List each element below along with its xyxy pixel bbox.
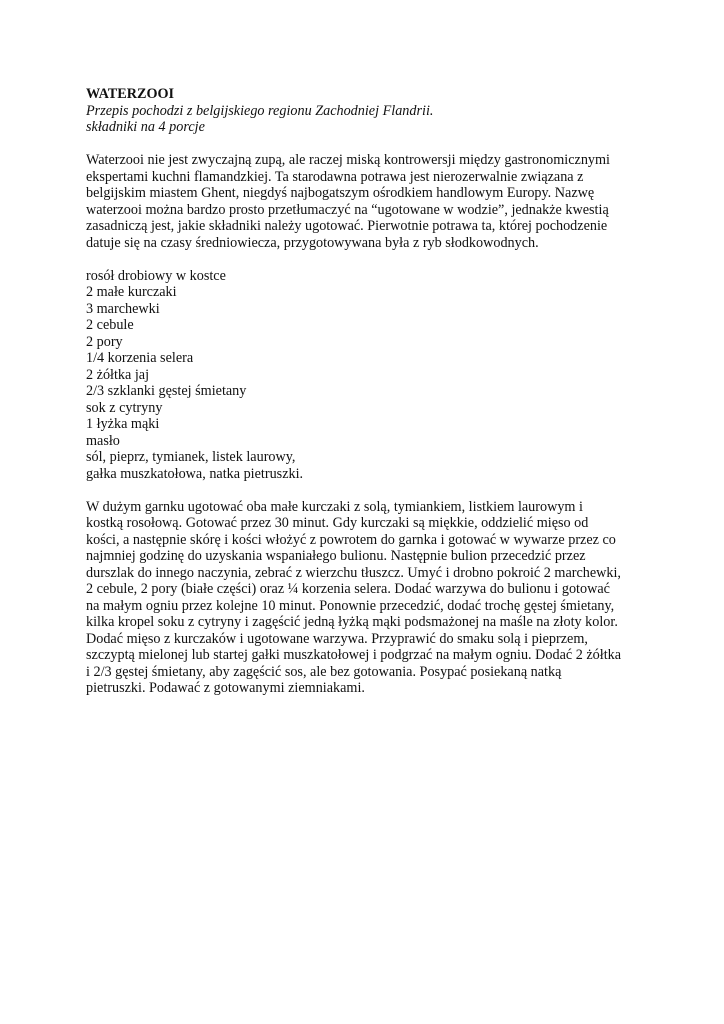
ingredient-item: 2/3 szklanki gęstej śmietany [86, 383, 247, 399]
method-line: durszlak do innego naczynia, zebrać z wierzchu tłuszcz. Umyć i drobno pokroić 2 marchewki, [86, 564, 621, 581]
intro-paragraph [86, 152, 646, 251]
method-line: szczyptą mielonej lub startej gałki muszkatołowej i podgrzać na małym ogniu. Dodać 2 żółtka [86, 647, 622, 663]
intro-line: Waterzooi nie jest zwyczajną zupą, ale raczej miską kontrowersji między gastronomicznymi [86, 152, 610, 168]
ingredient-item: 1/4 korzenia selera [86, 350, 194, 366]
recipe-servings: składniki na 4 porcje [86, 119, 205, 135]
spacer [86, 482, 646, 499]
method-line: najmniej godzinę do uzyskania wspaniałego bulionu. Następnie bulion przecedzić przez [86, 548, 586, 564]
ingredients-list [86, 268, 646, 483]
spacer [86, 136, 646, 153]
recipe-origin: Przepis pochodzi z belgijskiego regionu Zachodniej Flandrii. [86, 102, 434, 119]
intro-line: ekspertami kuchni flamandzkiej. Ta starodawna potrawa jest nierozerwalnie związana z [86, 168, 584, 185]
method-line: pietruszki. Podawać z gotowanymi ziemniakami. [86, 680, 365, 696]
ingredient-item: masło [86, 432, 120, 449]
intro-line: datuje się na czasy średniowiecza, przygotowywana była z ryb słodkowodnych. [86, 234, 539, 251]
ingredient-item: rosół drobiowy w kostce [86, 267, 226, 284]
ingredient-item: 2 żółtka jaj [86, 366, 150, 383]
method-line: kilka kropel soku z cytryny i zagęścić jedną łyżką mąki podsmażonej na maśle na złoty kolor. [86, 614, 618, 630]
ingredient-item: 3 marchewki [86, 300, 160, 317]
method-paragraph [86, 499, 646, 697]
ingredient-item: sól, pieprz, tymianek, listek laurowy, [86, 449, 296, 465]
intro-line: zasadniczą jest, jakie składniki należy ugotować. Pierwotnie potrawa ta, której pochodzenie [86, 218, 608, 234]
method-line: Dodać mięso z kurczaków i ugotowane warzywa. Przyprawić do smaku solą i pieprzem, [86, 630, 588, 647]
ingredient-item: 1 łyżka mąki [86, 416, 160, 432]
ingredient-item: 2 pory [86, 333, 123, 350]
method-line: i 2/3 gęstej śmietany, aby zagęścić sos, ale bez gotowania. Posypać posiekaną natką [86, 663, 562, 680]
ingredient-item: sok z cytryny [86, 399, 163, 416]
spacer [86, 251, 646, 268]
method-line: kostką rosołową. Gotować przez 30 minut. Gdy kurczaki są miękkie, oddzielić mięso od [86, 515, 589, 531]
method-line: 2 cebule, 2 pory (białe części) oraz ¼ korzenia selera. Dodać warzywa do bulionu i gotować [86, 581, 610, 597]
ingredient-item: gałka muszkatołowa, natka pietruszki. [86, 465, 304, 482]
method-line: na małym ogniu przez kolejne 10 minut. Ponownie przecedzić, dodać trochę gęstej śmietany, [86, 597, 615, 614]
document-page [86, 86, 646, 697]
recipe-title: WATERZOOI [86, 86, 175, 102]
method-line: W dużym garnku ugotować oba małe kurczaki z solą, tymiankiem, listkiem laurowym i [86, 498, 583, 515]
ingredient-item: 2 cebule [86, 317, 134, 333]
method-line: kości, a następnie skórę i kości włożyć z powrotem do garnka i gotować w wywarze przez co [86, 531, 616, 548]
ingredient-item: 2 małe kurczaki [86, 284, 177, 300]
intro-line: belgijskim miastem Ghent, niegdyś najbogatszym ośrodkiem handlowym Europy. Nazwę [86, 185, 595, 201]
intro-line: waterzooi można bardzo prosto przetłumaczyć na “ugotowane w wodzie”, jednakże kwestią [86, 201, 609, 218]
